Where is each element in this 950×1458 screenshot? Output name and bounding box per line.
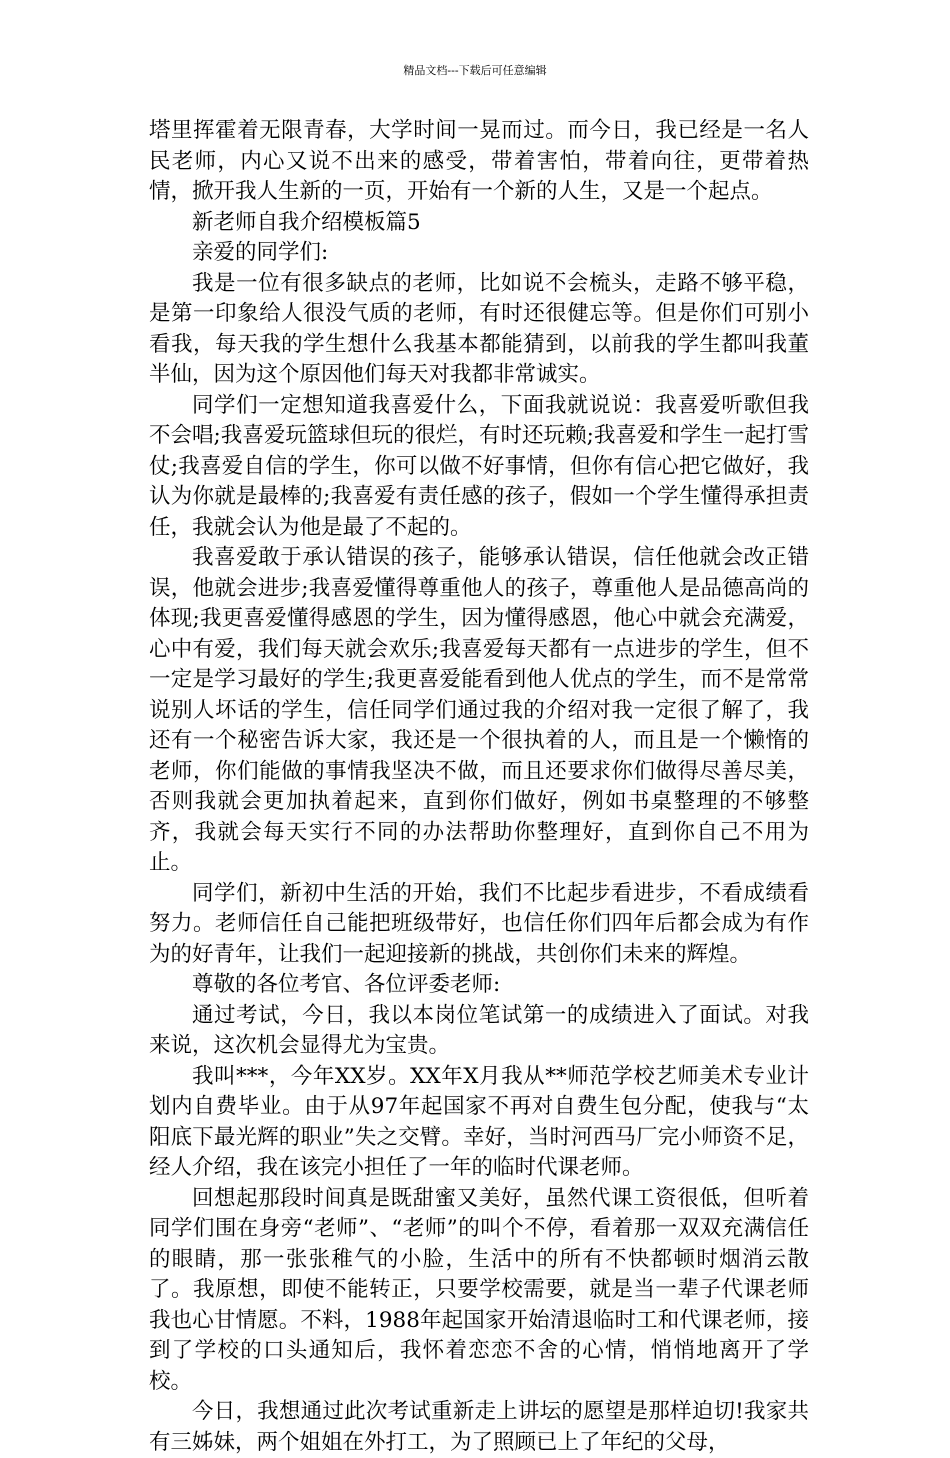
- paragraph-9: 通过考试，今日，我以本岗位笔试第一的成绩进入了面试。对我来说，这次机会显得尤为宝贵。: [149, 1002, 809, 1058]
- document-body: [149, 116, 809, 1458]
- paragraph-12: 今日，我想通过此次考试重新走上讲坛的愿望是那样迫切!我家共有三姊妹，两个姐姐在外打工，为了照顾已上了年纪的父母，: [149, 1399, 809, 1455]
- section-title: 新老师自我介绍模板篇5: [192, 209, 421, 235]
- page-header: 精品文档---下载后可任意编辑: [403, 64, 547, 77]
- paragraph-4: 我是一位有很多缺点的老师，比如说不会梳头，走路不够平稳，是第一印象给人很没气质的老师，有时还很健忘等。但是你们可别小看我，每天我的学生想什么我基本都能猜到，以前我的学生都叫我董半仙，因为这个原因他们每天对我都非常诚实。: [149, 270, 809, 387]
- paragraph-11: 回想起那段时间真是既甜蜜又美好，虽然代课工资很低，但听着同学们围在身旁“老师”、“老师”的叫个不停，看着那一双双充满信任的眼睛，那一张张稚气的小脸，生活中的所有不快都顿时烟消云散了。我原想，即使不能转正，只要学校需要，就是当一辈子代课老师我也心甘情愿。不料，1988年起国家开始清退临时工和代课老师，接到了学校的口头通知后，我怀着恋恋不舍的心情，悄悄地离开了学校。: [149, 1185, 809, 1394]
- salutation-examiners: 尊敬的各位考官、各位评委老师:: [192, 972, 501, 997]
- salutation-students: 亲爱的同学们:: [192, 240, 329, 265]
- paragraph-1: 塔里挥霍着无限青春，大学时间一晃而过。而今日，我已经是一名人民老师，内心又说不出来的感受，带着害怕，带着向往，更带着热情，掀开我人生新的一页，开始有一个新的人生，又是一个起点。: [149, 118, 809, 204]
- paragraph-5: 同学们一定想知道我喜爱什么，下面我就说说：我喜爱听歌但我不会唱;我喜爱玩篮球但玩的很烂，有时还玩赖;我喜爱和学生一起打雪仗;我喜爱自信的学生，你可以做不好事情，但你有信心把它做好，我认为你就是最棒的;我喜爱有责任感的孩子，假如一个学生懂得承担责任，我就会认为他是最了不起的。: [149, 392, 809, 540]
- paragraph-6: 我喜爱敢于承认错误的孩子，能够承认错误，信任他就会改正错误，他就会进步;我喜爱懂得尊重他人的孩子，尊重他人是品德高尚的体现;我更喜爱懂得感恩的学生，因为懂得感恩，他心中就会充满爱，心中有爱，我们每天就会欢乐;我喜爱每天都有一点进步的学生，但不一定是学习最好的学生;我更喜爱能看到他人优点的学生，而不是常常说别人坏话的学生，信任同学们通过我的介绍对我一定很了解了，我还有一个秘密告诉大家，我还是一个很执着的人，而且是一个懒惰的老师，你们能做的事情我坚决不做，而且还要求你们做得尽善尽美，否则我就会更加执着起来，直到你们做好，例如书桌整理的不够整齐，我就会每天实行不同的办法帮助你整理好，直到你自己不用为止。: [149, 545, 809, 875]
- paragraph-10: 我叫***，今年XX岁。XX年X月我从**师范学校艺师美术专业计划内自费毕业。由于从97年起国家不再对自费生包分配，使我与“太阳底下最光辉的职业”失之交臂。幸好，当时河西马厂完小师资不足，经人介绍，我在该完小担任了一年的临时代课老师。: [149, 1063, 809, 1180]
- paragraph-7: 同学们，新初中生活的开始，我们不比起步看进步，不看成绩看努力。老师信任自己能把班级带好，也信任你们四年后都会成为有作为的好青年，让我们一起迎接新的挑战，共创你们未来的辉煌。: [149, 880, 809, 967]
